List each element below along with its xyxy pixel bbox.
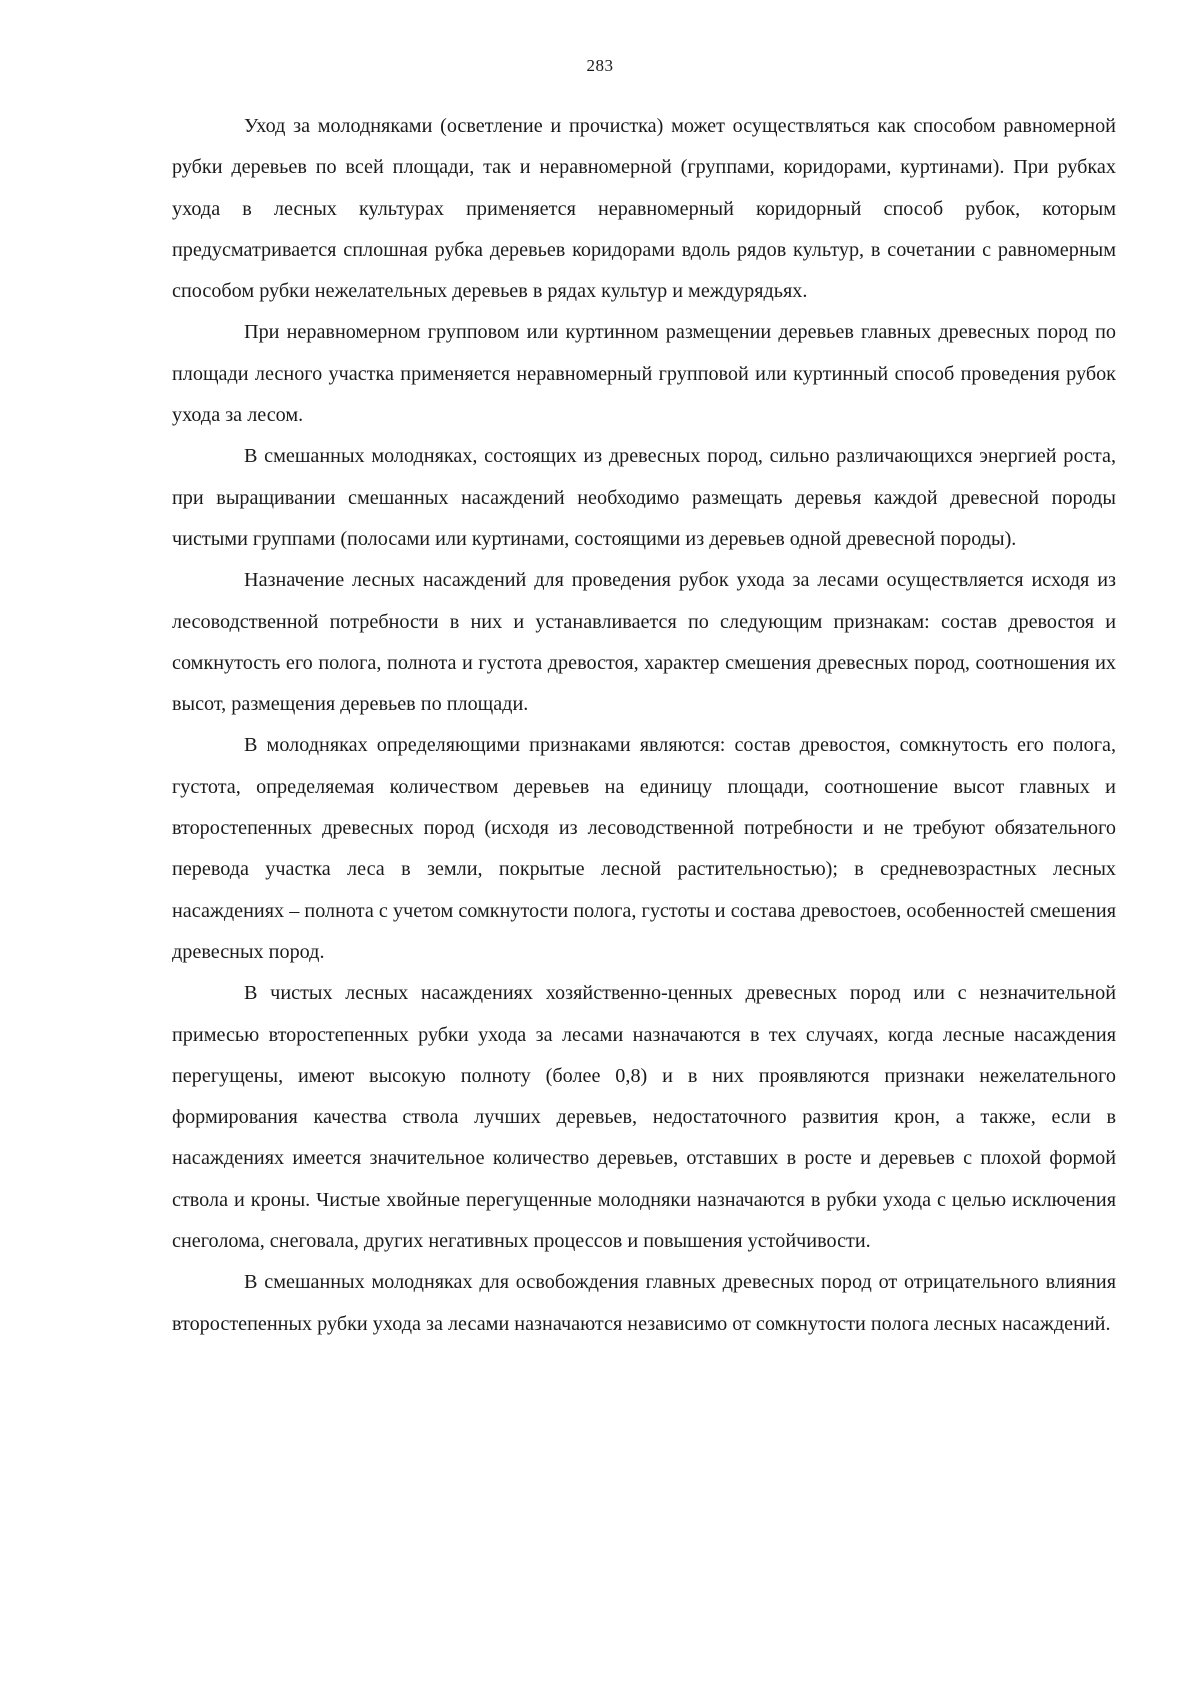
document-body (172, 106, 1116, 1345)
paragraph-6: В чистых лесных насаждениях хозяйственно-ценных древесных пород или с незначительной примесью второстепенных рубки ухода за лесами назначаются в тех случаях, когда лесные насаждения перегущены, имеют высокую полноту (более 0,8) и в них проявляются признаки нежелательного формирования качества ствола лучших деревьев, недостаточного развития крон, а также, если в насаждениях имеется значительное количество деревьев, отставших в росте и деревьев с плохой формой ствола и кроны. Чистые хвойные перегущенные молодняки назначаются в рубки ухода с целью исключения снеголома, снеговала, других негативных процессов и повышения устойчивости. (172, 982, 1116, 1253)
paragraph-5: В молодняках определяющими признаками являются: состав древостоя, сомкнутость его полога, густота, определяемая количеством деревьев на единицу площади, соотношение высот главных и второстепенных древесных пород (исходя из лесоводственной потребности и не требуют обязательного перевода участка леса в земли, покрытые лесной растительностью); в средневозрастных лесных насаждениях – полнота с учетом сомкнутости полога, густоты и состава древостоев, особенностей смешения древесных пород. (172, 734, 1116, 963)
paragraph-7: В смешанных молодняках для освобождения главных древесных пород от отрицательного влияния второстепенных рубки ухода за лесами назначаются независимо от сомкнутости полога лесных насаждений. (172, 1271, 1116, 1335)
paragraph-2: При неравномерном групповом или куртинном размещении деревьев главных древесных пород по площади лесного участка применяется неравномерный групповой или куртинный способ проведения рубок ухода за лесом. (172, 321, 1116, 427)
paragraph-3: В смешанных молодняках, состоящих из древесных пород, сильно различающихся энергией роста, при выращивании смешанных насаждений необходимо размещать деревья каждой древесной породы чистыми группами (полосами или куртинами, состоящими из деревьев одной древесной породы). (172, 445, 1116, 550)
page-number: 283 (586, 56, 614, 75)
paragraph-1: Уход за молодняками (осветление и прочистка) может осуществляться как способом равномерной рубки деревьев по всей площади, так и неравномерной (группами, коридорами, куртинами). При рубках ухода в лесных культурах применяется неравномерный коридорный способ рубок, которым предусматривается сплошная рубка деревьев коридорами вдоль рядов культур, в сочетании с равномерным способом рубки нежелательных деревьев в рядах культур и междурядьях. (172, 115, 1116, 303)
paragraph-4: Назначение лесных насаждений для проведения рубок ухода за лесами осуществляется исходя из лесоводственной потребности в них и устанавливается по следующим признакам: состав древостоя и сомкнутость его полога, полнота и густота древостоя, характер смешения древесных пород, соотношения их высот, размещения деревьев по площади. (172, 569, 1116, 716)
